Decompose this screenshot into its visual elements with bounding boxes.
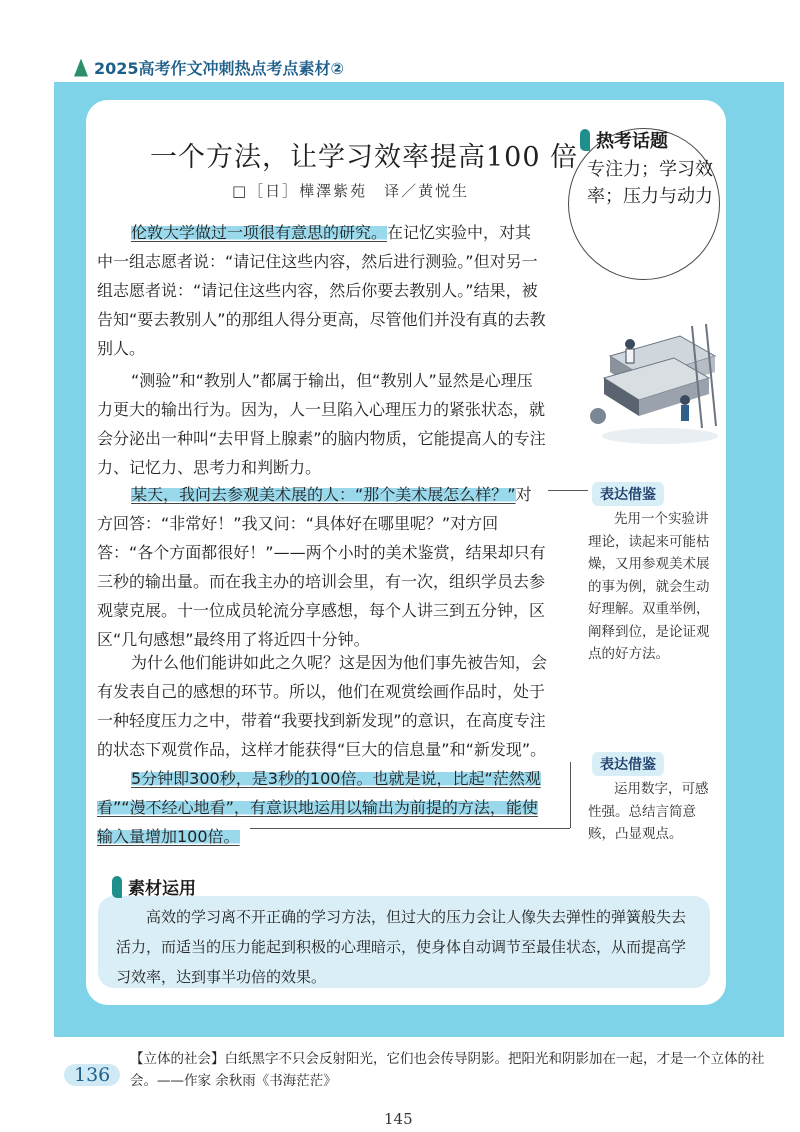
header-title: 2025高考作文冲刺热点考点素材② (94, 59, 345, 78)
footer-quote: 【立体的社会】白纸黑字不只会反射阳光，它们也会传导阴影。把阳光和阴影加在一起，才是一个立体的社会。——作家 余秋雨《书海茫茫》 (130, 1051, 765, 1089)
paragraph-1-text: 在记忆实验中，对其中一组志愿者说：“请记住这些内容，然后进行测验。”但对另一组志愿者说：“请记住这些内容，然后你要去教别人。”结果，被告知“要去教别人”的那组人得分更高，尽管他们并没有真的去教别人。 (97, 223, 546, 358)
paragraph-2 (97, 366, 547, 482)
note-2-connector-vertical (570, 762, 571, 828)
expression-tag-2: 表达借鉴 (592, 752, 664, 776)
expression-tag-1: 表达借鉴 (592, 482, 664, 506)
hot-topic-label (580, 127, 668, 153)
side-note-1: 先用一个实验讲理论，读起来可能枯燥，又用参观美术展的事为例，就会生动好理解。双重举例，阐释到位，是论证观点的好方法。 (588, 511, 710, 662)
paragraph-1 (97, 218, 547, 363)
material-label-text: 素材运用 (128, 879, 196, 899)
paragraph-3-text: 对方回答：“非常好！”我又问：“具体好在哪里呢？”对方回答：“各个方面都很好！”——两个小时的美术鉴赏，结果却只有三秒的输出量。而在我主办的培训会里，有一次，组织学员去参观蒙克展。十一位成员轮流分享感想，每个人讲三到五分钟，区区“几句感想”最终用了将近四十分钟。 (97, 485, 546, 649)
page-number: 136 (64, 1064, 120, 1086)
material-label (112, 874, 196, 899)
side-note-2: 运用数字，可感性强。总结言简意赅，凸显观点。 (588, 781, 709, 842)
paragraph-4 (97, 648, 547, 764)
hot-topic-text: 专注力；学习效率；压力与动力 (587, 159, 713, 207)
paragraph-1-highlight: 伦敦大学做过一项很有意思的研究。 (131, 223, 388, 242)
article-byline: □［日］樺澤紫苑 译／黄悦生 (232, 182, 470, 200)
note-1-connector (548, 490, 588, 491)
hot-topic-title: 热考话题 (596, 131, 668, 152)
paragraph-3-highlight: 某天，我问去参观美术展的人：“那个美术展怎么样？” (131, 485, 516, 504)
paragraph-5 (97, 764, 547, 851)
books-illustration-icon (590, 296, 720, 446)
paragraph-3 (97, 480, 547, 654)
paragraph-5-highlight: 5分钟即300秒，是3秒的100倍。也就是说，比起“茫然观看”“漫不经心地看”，有意识地运用以输出为前提的方法，能使输入量增加100倍。 (97, 769, 541, 846)
paragraph-4-text: 为什么他们能讲如此之久呢？这是因为他们事先被告知，会有发表自己的感想的环节。所以，他们在观赏绘画作品时，处于一种轻度压力之中，带着“我要找到新发现”的意识，在高度专注的状态下观赏作品，这样才能获得“巨大的信息量”和“新发现”。 (97, 653, 548, 759)
leaf-icon (580, 129, 590, 151)
page-header (74, 56, 344, 79)
leaf-icon (112, 876, 122, 898)
note-2-connector (250, 828, 570, 829)
pine-icon (74, 59, 88, 77)
paragraph-2-text: “测验”和“教别人”都属于输出，但“教别人”显然是心理压力更大的输出行为。因为，人一旦陷入心理压力的紧张状态，就会分泌出一种叫“去甲肾上腺素”的脑内物质，它能提高人的专注力、记忆力、思考力和判断力。 (97, 371, 546, 477)
article-title: 一个方法，让学习效率提高100 倍 (150, 142, 579, 173)
material-text: 高效的学习离不开正确的学习方法，但过大的压力会让人像失去弹性的弹簧般失去活力，而适当的压力能起到积极的心理暗示，使身体自动调节至最佳状态，从而提高学习效率，达到事半功倍的效果。 (116, 908, 687, 986)
bottom-page-number: 145 (384, 1110, 413, 1128)
